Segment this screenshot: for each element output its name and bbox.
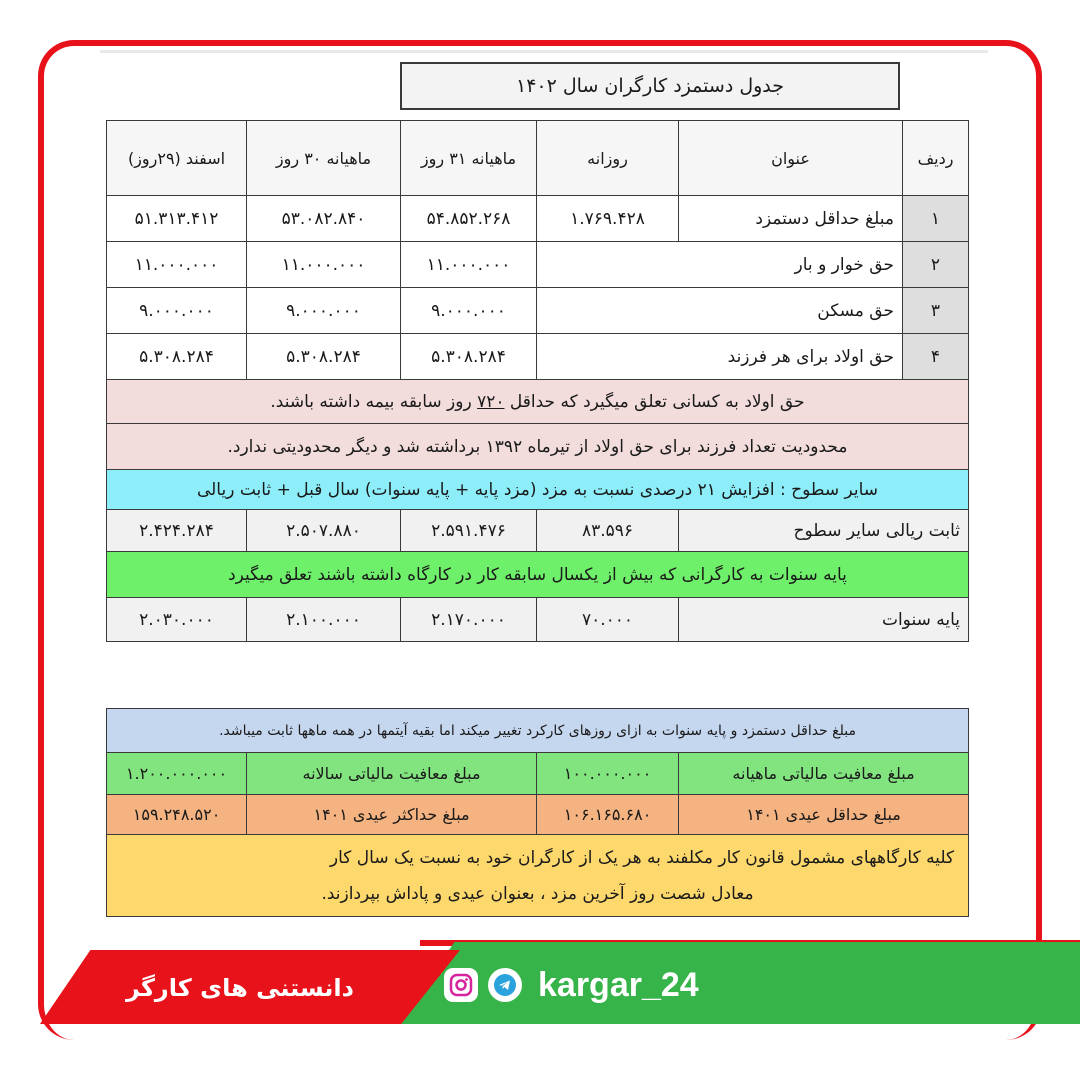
telegram-icon[interactable] (488, 968, 522, 1002)
esfand-value: ۵.۳۰۸.۲۸۴ (107, 334, 247, 380)
law-note-row (107, 835, 969, 917)
note-row (107, 709, 969, 753)
row-number: ۴ (903, 334, 969, 380)
col-header-row-no: ردیف (903, 121, 969, 196)
table-title: جدول دستمزد کارگران سال ۱۴۰۲ (400, 62, 900, 110)
note-days: ۷۲۰ (477, 391, 505, 412)
row-number: ۱ (903, 196, 969, 242)
monthly-30-value: ۹.۰۰۰.۰۰۰ (247, 288, 401, 334)
monthly-30-value: ۲.۱۰۰.۰۰۰ (247, 598, 401, 642)
tax-eidi-table (106, 708, 969, 917)
note-row (107, 424, 969, 470)
table-row (107, 334, 969, 380)
child-allowance-note (107, 380, 969, 424)
table-row (107, 598, 969, 642)
wage-table (106, 120, 969, 642)
monthly-31-value: ۲.۵۹۱.۴۷۶ (401, 510, 537, 552)
esfand-value: ۲.۰۳۰.۰۰۰ (107, 598, 247, 642)
tax-yearly-value: ۱.۲۰۰.۰۰۰.۰۰۰ (107, 753, 247, 795)
monthly-30-value: ۵۳.۰۸۲.۸۴۰ (247, 196, 401, 242)
table-row (107, 795, 969, 835)
tax-monthly-value: ۱۰۰.۰۰۰.۰۰۰ (537, 753, 679, 795)
monthly-30-value: ۲.۵۰۷.۸۸۰ (247, 510, 401, 552)
table-row (107, 288, 969, 334)
table-row (107, 242, 969, 288)
monthly-31-value: ۲.۱۷۰.۰۰۰ (401, 598, 537, 642)
monthly-30-value: ۵.۳۰۸.۲۸۴ (247, 334, 401, 380)
law-line-2: معادل شصت روز آخرین مزد ، بعنوان عیدی و پاداش بپردازند. (321, 883, 754, 904)
eidi-max-label: مبلغ حداکثر عیدی ۱۴۰۱ (247, 795, 537, 835)
child-limit-note: محدودیت تعداد فرزند برای حق اولاد از تیرماه ۱۳۹۲ برداشته شد و دیگر محدودیتی ندارد. (107, 424, 969, 470)
variable-items-note: مبلغ حداقل دستمزد و پایه سنوات به ازای روزهای کارکرد تغییر میکند اما بقیه آیتمها در همه ماهها ثابت میباشد. (107, 709, 969, 753)
esfand-value: ۹.۰۰۰.۰۰۰ (107, 288, 247, 334)
eidi-min-value: ۱۰۶.۱۶۵.۶۸۰ (537, 795, 679, 835)
daily-value: ۸۳.۵۹۶ (537, 510, 679, 552)
monthly-30-value: ۱۱.۰۰۰.۰۰۰ (247, 242, 401, 288)
col-header-monthly-30: ماهیانه ۳۰ روز (247, 121, 401, 196)
note-row (107, 470, 969, 510)
row-title: حق اولاد برای هر فرزند (537, 334, 903, 380)
eidi-max-value: ۱۵۹.۲۴۸.۵۲۰ (107, 795, 247, 835)
other-levels-note: سایر سطوح : افزایش ۲۱ درصدی نسبت به مزد (مزد پایه + پایه سنوات) سال قبل + ثابت ریالی (107, 470, 969, 510)
row-title: مبلغ حداقل دستمزد (679, 196, 903, 242)
monthly-31-value: ۵۴.۸۵۲.۲۶۸ (401, 196, 537, 242)
eidi-law-note (107, 835, 969, 917)
col-header-esfand: اسفند (۲۹روز) (107, 121, 247, 196)
table-header-row (107, 121, 969, 196)
esfand-value: ۱۱.۰۰۰.۰۰۰ (107, 242, 247, 288)
row-title: پایه سنوات (679, 598, 969, 642)
table-row (107, 196, 969, 242)
note-row (107, 552, 969, 598)
col-header-daily: روزانه (537, 121, 679, 196)
monthly-31-value: ۱۱.۰۰۰.۰۰۰ (401, 242, 537, 288)
tax-monthly-label: مبلغ معافیت مالیاتی ماهیانه (679, 753, 969, 795)
monthly-31-value: ۹.۰۰۰.۰۰۰ (401, 288, 537, 334)
tax-yearly-label: مبلغ معافیت مالیاتی سالانه (247, 753, 537, 795)
col-header-title: عنوان (679, 121, 903, 196)
eidi-min-label: مبلغ حداقل عیدی ۱۴۰۱ (679, 795, 969, 835)
daily-value: ۷۰.۰۰۰ (537, 598, 679, 642)
note-text-end: روز سابقه بیمه داشته باشند. (270, 391, 478, 412)
table-row (107, 753, 969, 795)
monthly-31-value: ۵.۳۰۸.۲۸۴ (401, 334, 537, 380)
row-title: حق مسکن (537, 288, 903, 334)
esfand-value: ۲.۴۲۴.۲۸۴ (107, 510, 247, 552)
seniority-note: پایه سنوات به کارگرانی که بیش از یکسال سابقه کار در کارگاه داشته باشند تعلق میگیرد (107, 552, 969, 598)
social-handle[interactable]: kargar_24 (538, 966, 699, 1004)
note-text-start: حق اولاد به کسانی تعلق میگیرد که حداقل (504, 391, 805, 412)
note-row (107, 380, 969, 424)
row-number: ۲ (903, 242, 969, 288)
divider (100, 50, 988, 53)
daily-value: ۱.۷۶۹.۴۲۸ (537, 196, 679, 242)
col-header-monthly-31: ماهیانه ۳۱ روز (401, 121, 537, 196)
instagram-icon[interactable] (444, 968, 478, 1002)
row-number: ۳ (903, 288, 969, 334)
brand-label: دانستنی های کارگر (126, 974, 354, 1002)
esfand-value: ۵۱.۳۱۳.۴۱۲ (107, 196, 247, 242)
table-row (107, 510, 969, 552)
row-title: ثابت ریالی سایر سطوح (679, 510, 969, 552)
row-title: حق خوار و بار (537, 242, 903, 288)
law-line-1: کلیه کارگاههای مشمول قانون کار مکلفند به هر یک از کارگران خود به نسبت یک سال کار (329, 847, 955, 868)
